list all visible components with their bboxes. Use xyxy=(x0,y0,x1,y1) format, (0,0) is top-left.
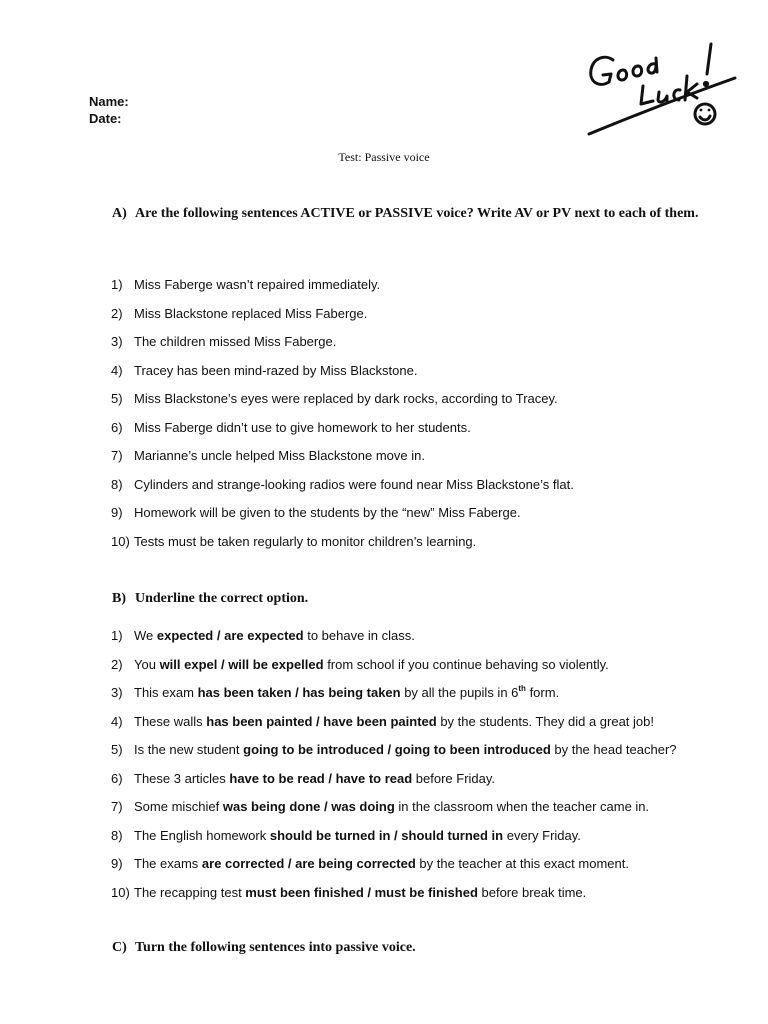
item-number: 10) xyxy=(111,884,130,900)
list-item xyxy=(111,679,677,708)
ordinal-suffix: th xyxy=(518,684,526,693)
item-number: 6) xyxy=(111,770,123,786)
item-text: Miss Faberge didn’t use to give homework to her students. xyxy=(134,419,471,435)
item-text-after: before Friday. xyxy=(412,770,496,786)
item-number: 4) xyxy=(111,713,123,729)
item-number: 5) xyxy=(111,391,123,406)
item-number: 9) xyxy=(111,505,123,520)
list-item xyxy=(111,442,574,471)
item-text-before: We xyxy=(134,628,157,643)
section-c-heading xyxy=(112,934,725,961)
list-item xyxy=(111,879,677,908)
good-luck-handwriting-image xyxy=(583,38,743,138)
list-item xyxy=(111,736,677,765)
item-options: are corrected / are being corrected xyxy=(201,856,416,871)
date-label: Date: xyxy=(89,111,122,126)
item-number: 5) xyxy=(111,742,123,757)
item-options: have to be read / have to read xyxy=(229,770,413,786)
item-text: Tests must be taken regularly to monitor children’s learning. xyxy=(134,533,477,549)
item-text-after: by all the pupils in 6 xyxy=(400,685,519,700)
item-options: was being done / was doing xyxy=(222,799,395,814)
section-c-letter: C) xyxy=(112,940,127,955)
item-number: 6) xyxy=(111,419,123,435)
item-text-before: These walls xyxy=(134,713,207,729)
item-number: 3) xyxy=(111,685,123,700)
list-item xyxy=(111,708,677,737)
item-text: Homework will be given to the students by the “new” Miss Faberge. xyxy=(134,505,521,520)
item-options: has been taken / has being taken xyxy=(197,685,401,700)
item-text: Miss Faberge wasn’t repaired immediately. xyxy=(134,277,381,292)
list-item xyxy=(111,622,677,651)
list-item xyxy=(111,793,677,822)
item-text: Marianne’s uncle helped Miss Blackstone move in. xyxy=(134,448,425,463)
test-title: Test: Passive voice xyxy=(338,150,430,164)
item-number: 4) xyxy=(111,362,123,378)
section-a-instruction: Are the following sentences ACTIVE or PASSIVE voice? Write AV or PV next to each of them. xyxy=(135,206,699,221)
item-number: 10) xyxy=(111,533,130,549)
item-number: 7) xyxy=(111,799,123,814)
item-text-before: This exam xyxy=(134,685,198,700)
item-number: 1) xyxy=(111,277,123,292)
item-text: Cylinders and strange-looking radios were found near Miss Blackstone’s flat. xyxy=(134,476,574,492)
section-b-letter: B) xyxy=(112,591,126,606)
item-options: going to be introduced / going to been introduced xyxy=(243,742,551,757)
section-b-instruction: Underline the correct option. xyxy=(135,591,309,606)
section-b-heading xyxy=(112,585,725,612)
list-item xyxy=(111,385,574,414)
list-item xyxy=(111,651,677,680)
section-b-list xyxy=(111,622,677,907)
item-options: expected / are expected xyxy=(156,628,304,643)
item-options: must been finished / must be finished xyxy=(245,884,478,900)
item-text-after: in the classroom when the teacher came in. xyxy=(394,799,650,814)
item-number: 1) xyxy=(111,628,123,643)
item-text: Tracey has been mind-razed by Miss Blackstone. xyxy=(134,362,418,378)
item-text-before: The recapping test xyxy=(134,884,246,900)
item-text-after: by the teacher at this exact moment. xyxy=(415,856,629,871)
item-text: The children missed Miss Faberge. xyxy=(134,334,337,349)
item-number: 9) xyxy=(111,856,123,871)
item-text-after-suffix: form. xyxy=(525,685,560,700)
list-item xyxy=(111,471,574,500)
item-text-after: by the students. They did a great job! xyxy=(436,713,654,729)
section-a-heading xyxy=(112,200,725,227)
list-item xyxy=(111,850,677,879)
list-item xyxy=(111,765,677,794)
list-item xyxy=(111,822,677,851)
item-text-after: from school if you continue behaving so violently. xyxy=(323,656,609,672)
list-item xyxy=(111,271,574,300)
item-text-after: by the head teacher? xyxy=(550,742,677,757)
list-item xyxy=(111,528,574,557)
list-item xyxy=(111,328,574,357)
item-text-before: You xyxy=(134,656,160,672)
item-text-after: to behave in class. xyxy=(303,628,415,643)
name-label: Name: xyxy=(89,94,129,109)
item-number: 7) xyxy=(111,448,123,463)
item-options: should be turned in / should turned in xyxy=(269,827,504,843)
item-number: 8) xyxy=(111,827,123,843)
item-text-before: These 3 articles xyxy=(134,770,230,786)
item-text-before: The exams xyxy=(134,856,202,871)
section-c-instruction: Turn the following sentences into passive voice. xyxy=(135,940,416,955)
item-text-before: Is the new student xyxy=(134,742,244,757)
item-text-after: before break time. xyxy=(477,884,587,900)
item-number: 8) xyxy=(111,476,123,492)
item-number: 3) xyxy=(111,334,123,349)
item-text: Miss Blackstone replaced Miss Faberge. xyxy=(134,305,368,321)
list-item xyxy=(111,357,574,386)
list-item xyxy=(111,300,574,329)
item-options: has been painted / have been painted xyxy=(206,713,437,729)
item-number: 2) xyxy=(111,305,123,321)
item-options: will expel / will be expelled xyxy=(159,656,324,672)
section-a-list xyxy=(111,271,574,556)
list-item xyxy=(111,414,574,443)
list-item xyxy=(111,499,574,528)
item-text-after: every Friday. xyxy=(503,827,581,843)
item-text-before: Some mischief xyxy=(134,799,223,814)
name-date-block xyxy=(89,93,129,127)
section-a-letter: A) xyxy=(112,206,127,221)
item-text-before: The English homework xyxy=(134,827,270,843)
item-number: 2) xyxy=(111,656,123,672)
item-text: Miss Blackstone’s eyes were replaced by dark rocks, according to Tracey. xyxy=(134,391,558,406)
